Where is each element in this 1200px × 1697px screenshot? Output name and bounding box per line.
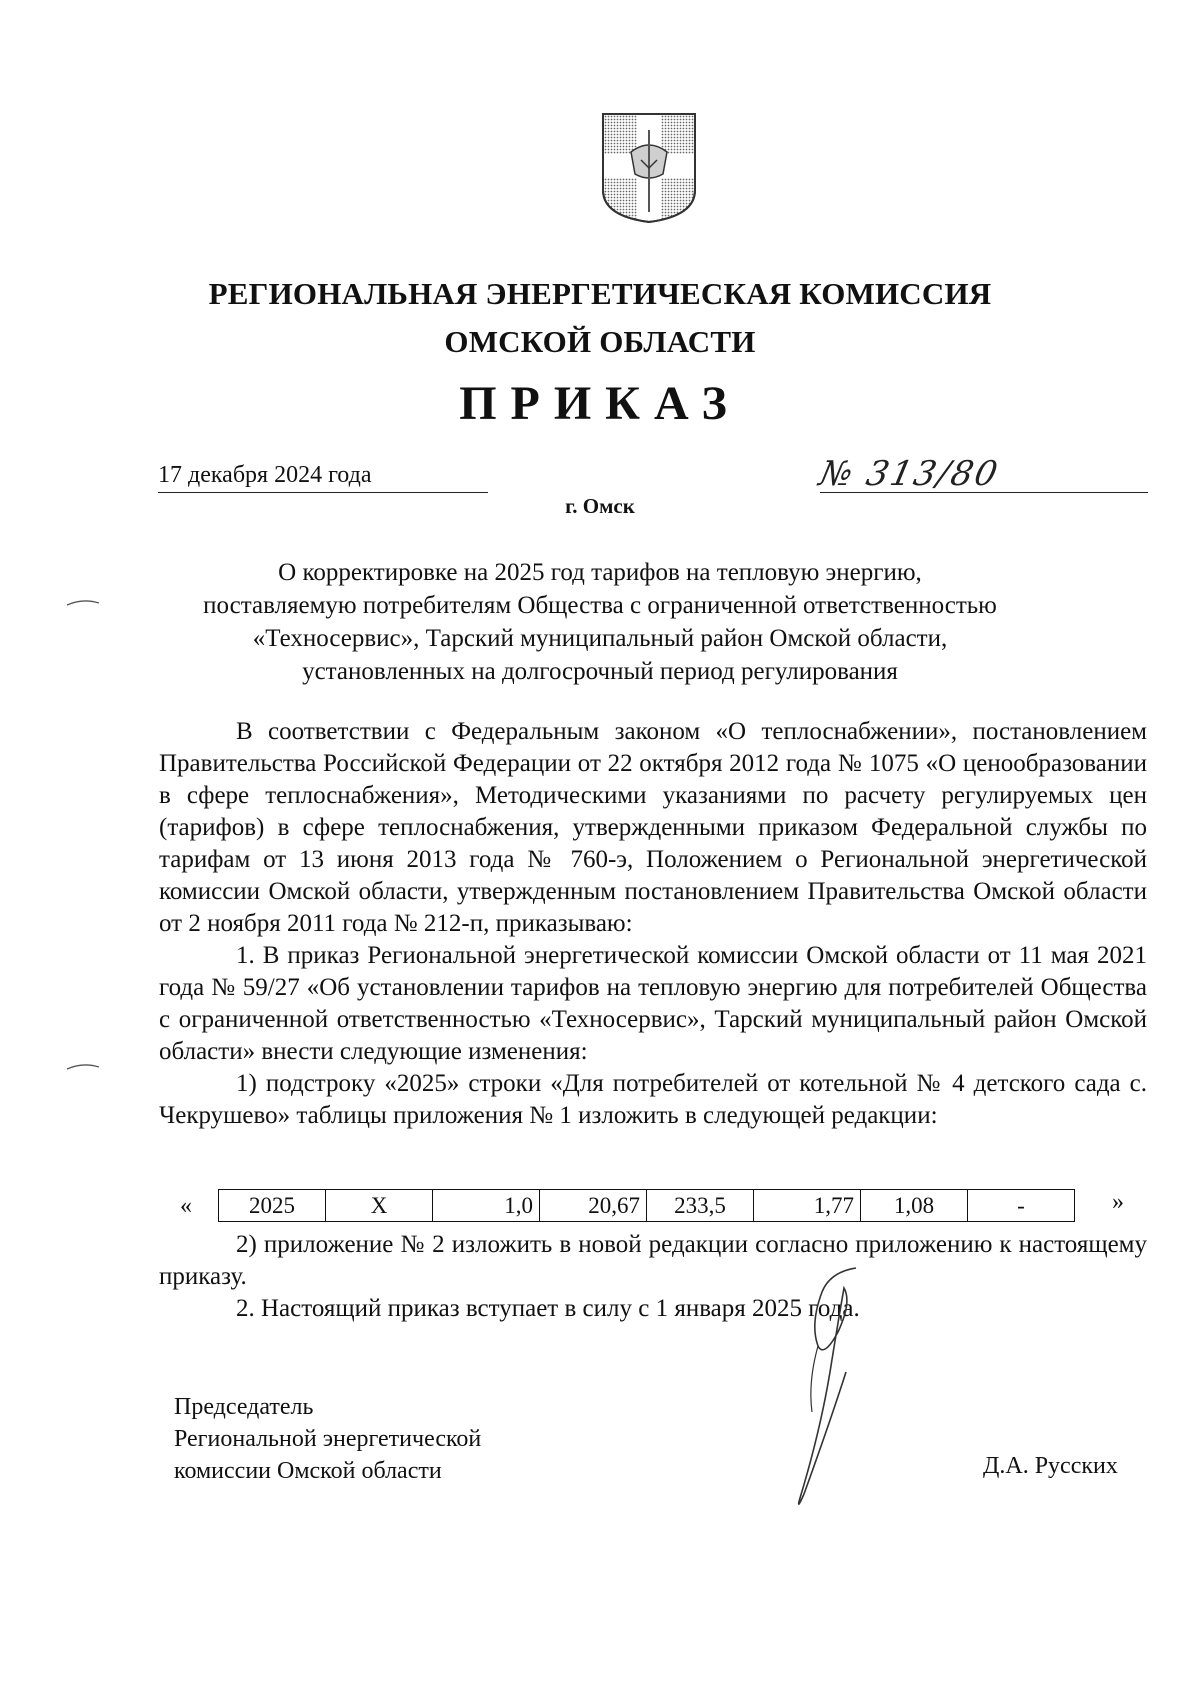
table-cell: 1,77	[754, 1190, 861, 1222]
item-1-1-paragraph: 1) подстроку «2025» строки «Для потребителей от котельной № 4 детского сада с. Чекрушево» таблицы приложения № 1 изложить в следующей редакции:	[159, 1070, 1147, 1129]
margin-mark	[66, 1062, 100, 1070]
position-line: Региональной энергетической	[174, 1426, 482, 1452]
org-name-line-2: ОМСКОЙ ОБЛАСТИ	[444, 324, 756, 359]
coat-of-arms-emblem	[601, 112, 697, 224]
org-name-line-1: РЕГИОНАЛЬНАЯ ЭНЕРГЕТИЧЕСКАЯ КОМИССИЯ	[208, 276, 992, 311]
table-cell: X	[326, 1190, 433, 1222]
subject-line: поставляемую потребителям Общества с ограниченной ответственностью	[203, 592, 997, 619]
position-line: Председатель	[174, 1394, 314, 1420]
table-cell: 2025	[219, 1190, 326, 1222]
tariff-table-row	[180, 1189, 1160, 1223]
order-number-handwritten: № 313/80	[815, 454, 1003, 494]
order-body	[159, 716, 1147, 1132]
table-cell: 1,08	[861, 1190, 968, 1222]
close-quote: »	[1112, 1189, 1124, 1215]
item-1-2-paragraph: 2) приложение № 2 изложить в новой редакции согласно приложению к настоящему приказу.	[159, 1231, 1147, 1290]
subject-line: «Техносервис», Тарский муниципальный район Омской области,	[252, 625, 948, 652]
table-cell: 1,0	[433, 1190, 540, 1222]
order-number-field	[815, 454, 1148, 494]
order-date: 17 декабря 2024 года	[158, 460, 488, 493]
item-1-paragraph: 1. В приказ Региональной энергетической комиссии Омской области от 11 мая 2021 года № 59/27 «Об установлении тарифов на тепловую энергию для потребителей Общества с ограниченной ответственностью «Техносервис», Тарский муниципальный район Омской области» внести следующие изменения:	[159, 942, 1147, 1065]
signatory-position	[174, 1391, 481, 1487]
table-cell: -	[968, 1190, 1075, 1222]
table-cell: 20,67	[540, 1190, 647, 1222]
item-2-paragraph: 2. Настоящий приказ вступает в силу с 1 января 2025 года.	[236, 1295, 860, 1322]
order-subject	[200, 556, 1000, 688]
order-body-continued	[159, 1229, 1147, 1325]
preamble-paragraph: В соответствии с Федеральным законом «О теплоснабжении», постановлением Правительства Российской Федерации от 22 октября 2012 года № 1075 «О ценообразовании в сфере теплоснабжения», Методическими указаниями по расчету регулируемых цен (тарифов) в сфере теплоснабжения, утвержденными приказом Федеральной службы по тарифам от 13 июня 2013 года № 760-э, Положением о Региональной энергетической комиссии Омской области, утвержденным постановлением Правительства Омской области от 2 ноября 2011 года № 212-п, приказываю:	[159, 718, 1147, 937]
signatory-name: Д.А. Русских	[983, 1453, 1118, 1479]
handwritten-signature	[760, 1262, 880, 1522]
position-line: комиссии Омской области	[174, 1458, 442, 1484]
table-cell: 233,5	[647, 1190, 754, 1222]
subject-line: установленных на долгосрочный период регулирования	[302, 658, 898, 685]
table-row	[219, 1190, 1075, 1222]
document-type-title: ПРИКАЗ	[459, 377, 741, 430]
city: г. Омск	[565, 494, 635, 518]
open-quote: «	[180, 1193, 192, 1219]
margin-mark	[66, 598, 100, 606]
subject-line: О корректировке на 2025 год тарифов на тепловую энергию,	[278, 559, 922, 586]
tariff-table	[218, 1189, 1075, 1222]
